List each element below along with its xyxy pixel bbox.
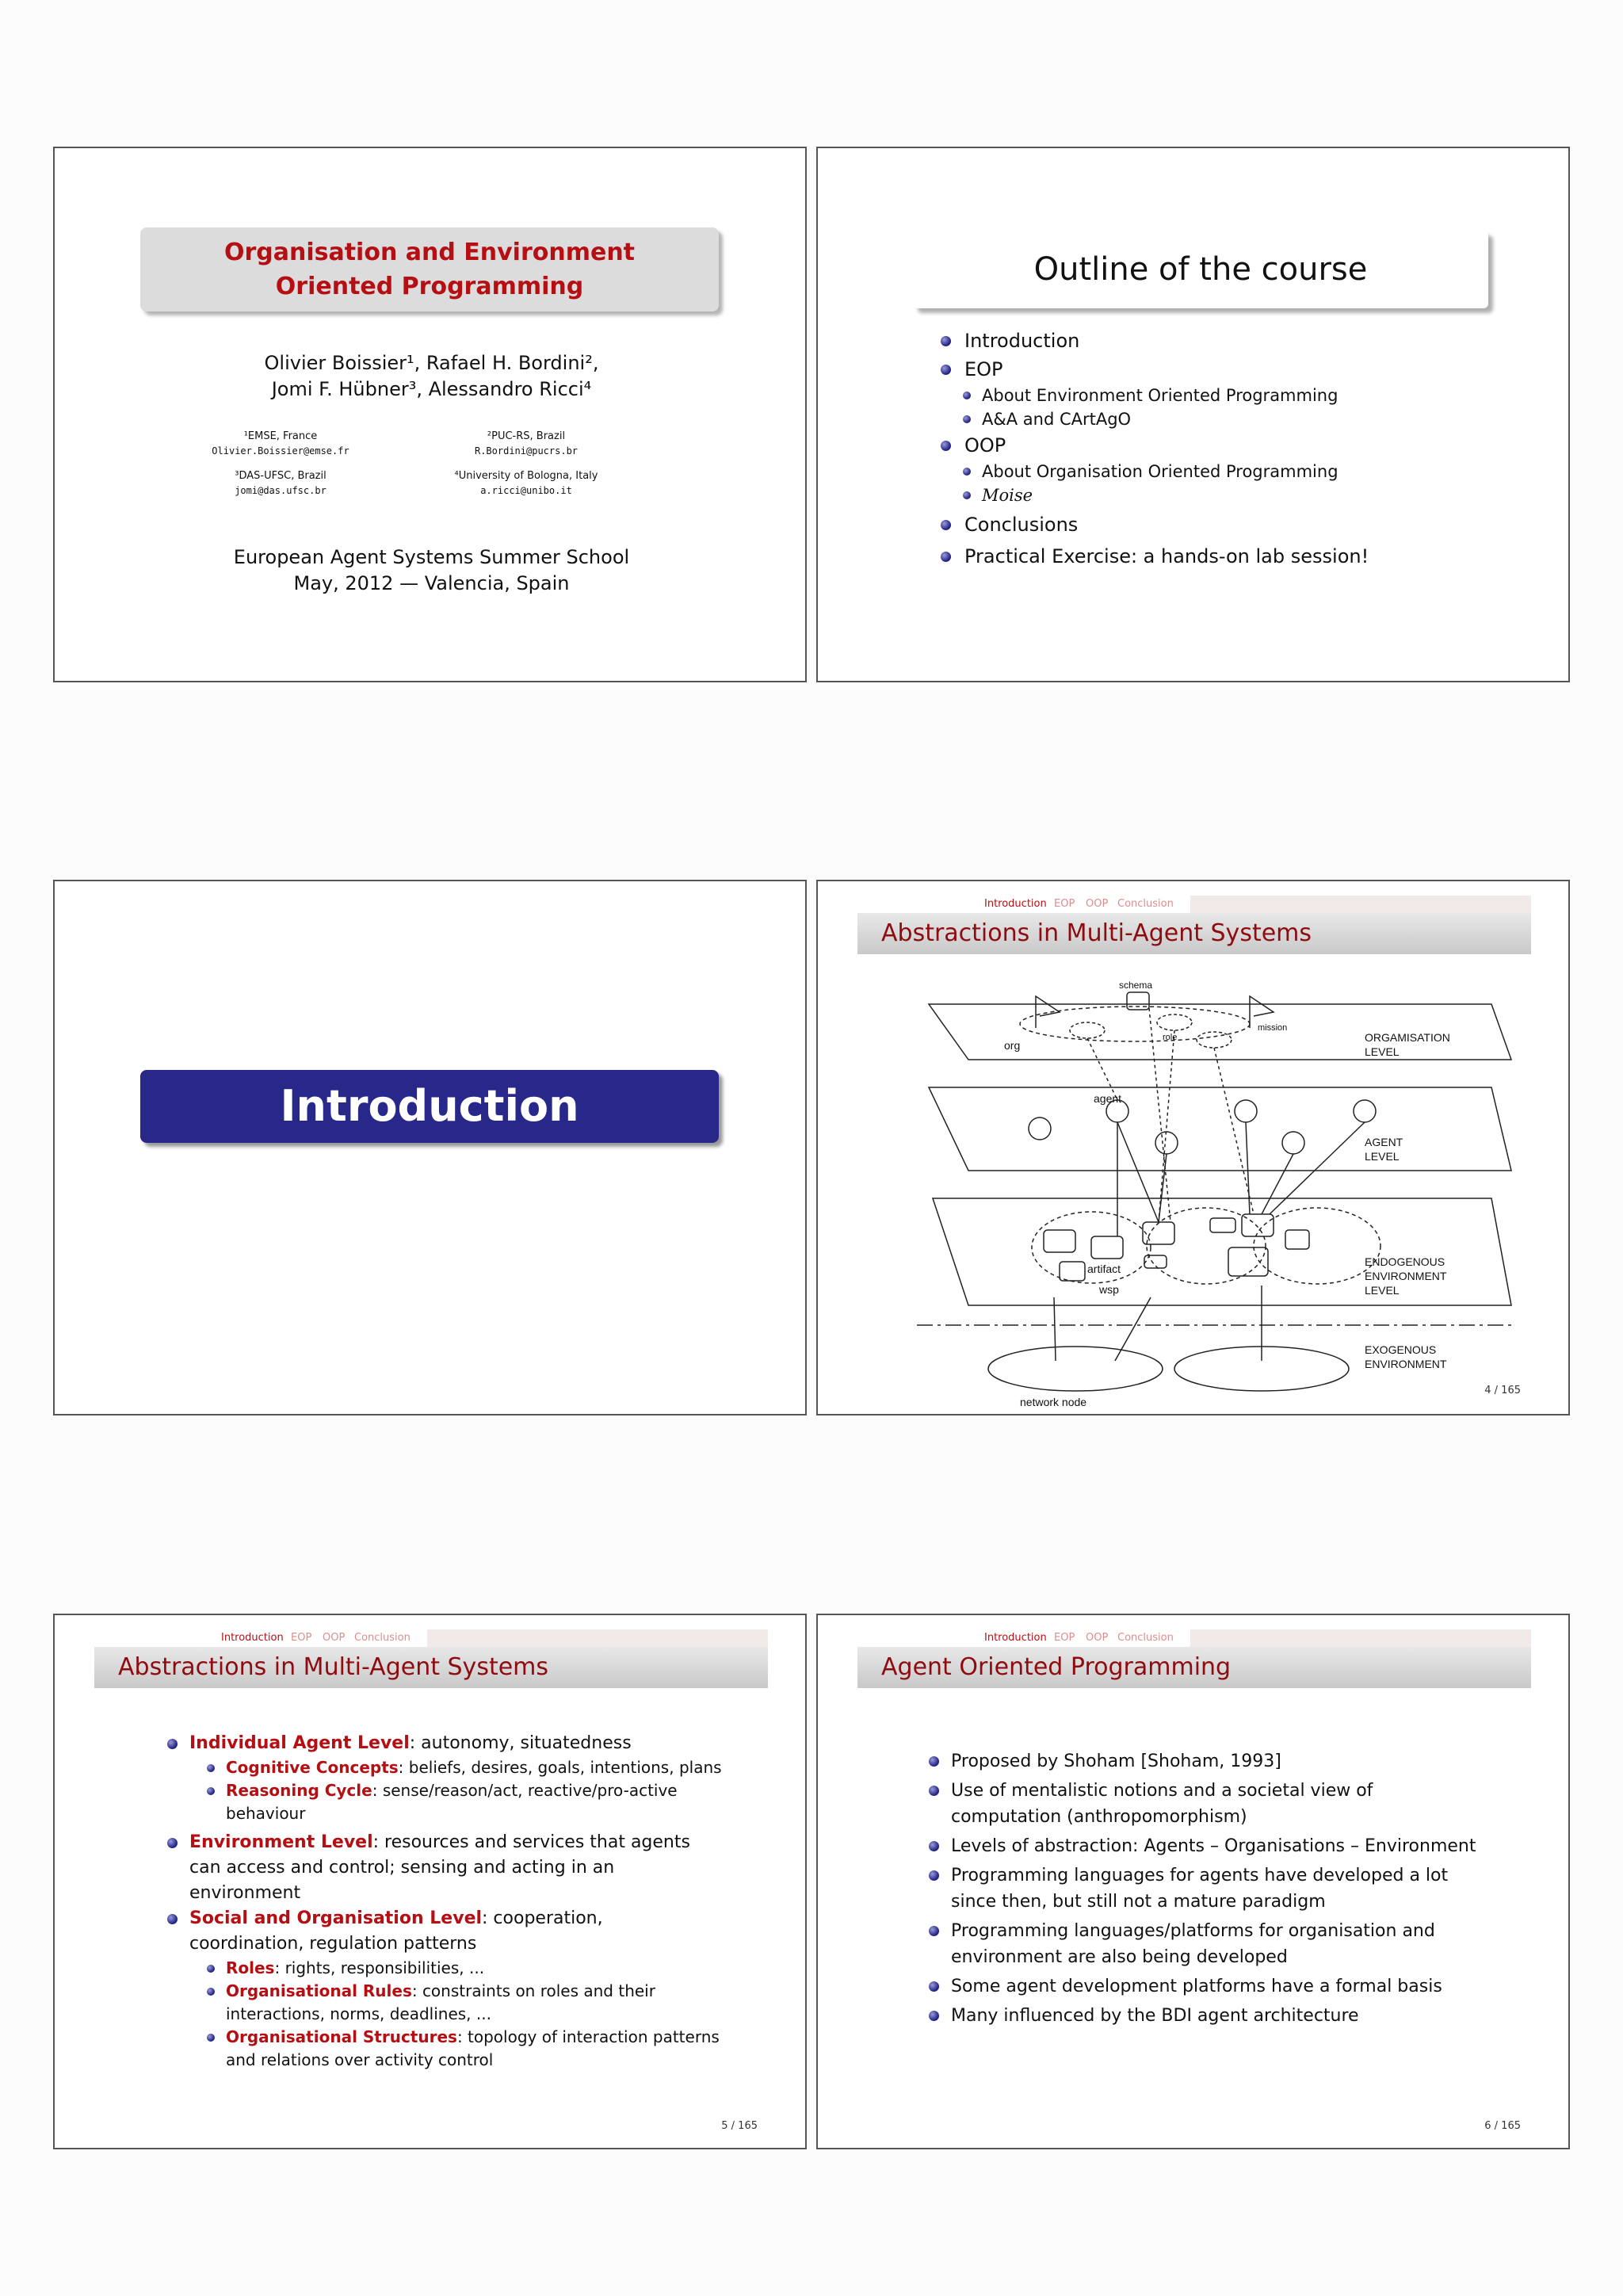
subitem-text: : constraints on roles and their interactions, norms, deadlines, ... — [226, 1981, 655, 2023]
affiliation-name: ¹EMSE, France — [243, 430, 318, 442]
affiliation-email: a.ricci@unibo.it — [480, 485, 572, 496]
list-item — [929, 1778, 1484, 1830]
bullet-icon — [207, 1988, 215, 1996]
label-network-node: network node — [1020, 1396, 1087, 1408]
subitem-head: Reasoning Cycle — [226, 1781, 372, 1800]
outline-item — [941, 355, 1369, 384]
bullet-icon — [929, 1786, 939, 1796]
bullet-icon — [167, 1838, 178, 1848]
list-subitem — [167, 1756, 722, 1779]
label-endo-1: ENDOGENOUS — [1365, 1255, 1445, 1268]
nav-introduction[interactable]: Introduction — [984, 1632, 1047, 1644]
slide-header — [94, 1647, 768, 1688]
slide-abstractions-diagram — [816, 880, 1570, 1415]
list-item — [929, 1973, 1484, 2000]
list-item — [929, 1918, 1484, 1970]
nav-oop[interactable]: OOP — [1086, 898, 1109, 910]
item-text: Many influenced by the BDI agent architecture — [951, 2006, 1359, 2026]
presentation-title-line1: Organisation and Environment — [223, 239, 636, 266]
event-line2: May, 2012 — Valencia, Spain — [293, 572, 570, 594]
list-subitem — [167, 2026, 722, 2072]
label-agent-level-2: LEVEL — [1365, 1150, 1400, 1163]
label-endo-2: ENVIRONMENT — [1365, 1270, 1447, 1282]
label-artifact: artifact — [1087, 1263, 1121, 1275]
bullet-icon — [207, 1787, 215, 1795]
list-item — [167, 1906, 722, 1957]
label-org-level-2: LEVEL — [1365, 1045, 1400, 1058]
authors-line1: Olivier Boissier¹, Rafael H. Bordini², — [264, 352, 599, 374]
subitem-head: Organisational Structures — [226, 2027, 457, 2046]
label-role: role — [1163, 1033, 1178, 1042]
affiliation-1 — [185, 430, 376, 458]
event-info — [55, 544, 807, 597]
slide-header — [857, 1647, 1531, 1688]
label-exo-1: EXOGENOUS — [1365, 1343, 1437, 1356]
outline-item-label: Conclusions — [964, 514, 1079, 536]
affiliation-3 — [185, 469, 376, 498]
item-text: Use of mentalistic notions and a societal view of computation (anthropomorphism) — [951, 1781, 1373, 1827]
content-list — [929, 1748, 1484, 2029]
affiliation-4 — [431, 469, 621, 498]
item-head: Social and Organisation Level — [189, 1908, 483, 1928]
page-number: 6 / 165 — [1484, 2120, 1521, 2132]
subitem-text: : topology of interaction patterns and relations over activity control — [226, 2027, 720, 2069]
item-text: : autonomy, situatedness — [409, 1733, 632, 1753]
label-agent: agent — [1094, 1092, 1122, 1105]
item-text: : resources and services that agents can access and control; sensing and acting in an environment — [189, 1832, 690, 1903]
slide-title — [53, 147, 807, 682]
agent-plane — [929, 1087, 1511, 1171]
slide-abstractions-text — [53, 1614, 807, 2149]
link-line — [1115, 1297, 1151, 1361]
nav-eop[interactable]: EOP — [291, 1632, 312, 1644]
nav-oop[interactable]: OOP — [323, 1632, 346, 1644]
outline-item — [941, 327, 1369, 355]
presentation-title-line2: Oriented Programming — [275, 273, 584, 300]
nav-oop[interactable]: OOP — [1086, 1632, 1109, 1644]
outline-subitem — [941, 460, 1369, 483]
label-org-level-1: ORGAMISATION — [1365, 1031, 1450, 1044]
bullet-icon — [207, 2034, 215, 2042]
presentation-title-box — [140, 227, 719, 311]
bullet-icon — [963, 468, 971, 476]
subitem-text: : beliefs, desires, goals, intentions, plans — [398, 1758, 722, 1777]
affiliation-2 — [431, 430, 621, 458]
outline-item — [941, 510, 1369, 539]
affiliation-name: ⁴University of Bologna, Italy — [454, 470, 598, 482]
nav-eop[interactable]: EOP — [1054, 898, 1075, 910]
nav-bar — [94, 1629, 768, 1647]
outline-subitem-label: A&A and CArtAgO — [982, 410, 1132, 429]
bullet-icon — [929, 1981, 939, 1992]
outline-subitem-label: Moise — [982, 486, 1033, 505]
subitem-head: Organisational Rules — [226, 1981, 412, 2000]
label-wsp: wsp — [1099, 1283, 1119, 1296]
list-item — [929, 2003, 1484, 2029]
label-agent-level-1: AGENT — [1365, 1136, 1403, 1148]
outline-subitem — [941, 384, 1369, 407]
label-exo-2: ENVIRONMENT — [1365, 1358, 1447, 1370]
bullet-icon — [929, 1870, 939, 1881]
bullet-icon — [941, 365, 951, 375]
outline-title: Outline of the course — [1033, 251, 1368, 288]
bullet-icon — [167, 1739, 178, 1749]
section-title: Introduction — [140, 1070, 719, 1143]
slide-title: Agent Oriented Programming — [881, 1653, 1232, 1681]
item-text: Some agent development platforms have a formal basis — [951, 1977, 1442, 1996]
environment-plane — [933, 1198, 1511, 1305]
outline-item-label: Introduction — [964, 330, 1080, 352]
outline-subitem — [941, 483, 1369, 507]
list-subitem — [167, 1980, 722, 2026]
content-list — [167, 1731, 722, 2072]
nav-conclusion[interactable]: Conclusion — [354, 1632, 411, 1644]
nav-eop[interactable]: EOP — [1054, 1632, 1075, 1644]
outline-item-label: Practical Exercise: a hands-on lab session! — [964, 545, 1369, 567]
list-item — [929, 1748, 1484, 1775]
item-head: Environment Level — [189, 1832, 373, 1852]
outline-item-label: OOP — [964, 434, 1006, 457]
nav-conclusion[interactable]: Conclusion — [1117, 1632, 1174, 1644]
bullet-icon — [929, 1926, 939, 1936]
list-item — [929, 1833, 1484, 1859]
bullet-icon — [963, 415, 971, 423]
bullet-icon — [167, 1914, 178, 1924]
page-number: 5 / 165 — [721, 2120, 758, 2132]
authors — [55, 350, 807, 403]
slide-section-introduction — [53, 880, 807, 1415]
list-item — [929, 1862, 1484, 1915]
authors-line2: Jomi F. Hübner³, Alessandro Ricci⁴ — [271, 378, 592, 400]
bullet-icon — [963, 392, 971, 399]
network-node-ellipse — [988, 1347, 1163, 1391]
item-head: Individual Agent Level — [189, 1733, 410, 1753]
item-text: Programming languages/platforms for organisation and environment are also being developed — [951, 1921, 1435, 1967]
page-number: 4 / 165 — [1484, 1385, 1521, 1396]
label-mission: mission — [1258, 1023, 1288, 1033]
bullet-icon — [929, 1841, 939, 1851]
outline-subitem-label: About Environment Oriented Programming — [982, 386, 1338, 405]
affiliation-name: ²PUC-RS, Brazil — [487, 430, 566, 442]
bullet-icon — [941, 441, 951, 451]
bullet-icon — [207, 1965, 215, 1973]
list-subitem — [167, 1779, 722, 1825]
label-org: org — [1004, 1039, 1021, 1052]
bullet-icon — [941, 520, 951, 530]
affiliation-email: R.Bordini@pucrs.br — [474, 445, 579, 457]
outline-item — [941, 542, 1369, 571]
item-text: Levels of abstraction: Agents – Organisations – Environment — [951, 1836, 1476, 1856]
nav-introduction[interactable]: Introduction — [221, 1632, 284, 1644]
slide-agent-oriented-programming — [816, 1614, 1570, 2149]
subitem-head: Cognitive Concepts — [226, 1758, 399, 1777]
item-text: Programming languages for agents have developed a lot since then, but still not a mature paradigm — [951, 1866, 1449, 1912]
subitem-text: : sense/reason/act, reactive/pro-active behaviour — [226, 1781, 678, 1823]
bullet-icon — [941, 552, 951, 562]
list-item — [167, 1731, 722, 1756]
slide-outline — [816, 147, 1570, 682]
outline-list — [941, 327, 1369, 571]
outline-subitem-label: About Organisation Oriented Programming — [982, 462, 1338, 481]
affiliation-email: jomi@das.ufsc.br — [235, 485, 327, 496]
label-schema: schema — [1119, 980, 1153, 991]
bullet-icon — [929, 2011, 939, 2021]
slide-title: Abstractions in Multi-Agent Systems — [118, 1653, 549, 1681]
subitem-text: : rights, responsibilities, ... — [274, 1958, 485, 1977]
nav-introduction[interactable]: Introduction — [984, 898, 1047, 910]
item-text: Proposed by Shoham [Shoham, 1993] — [951, 1752, 1281, 1771]
outline-title-box — [913, 231, 1488, 308]
mas-layers-diagram — [818, 881, 1570, 1415]
bullet-icon — [929, 1756, 939, 1767]
affiliation-name: ³DAS-UFSC, Brazil — [235, 470, 327, 482]
nav-conclusion[interactable]: Conclusion — [1117, 898, 1174, 910]
bullet-icon — [963, 491, 971, 499]
list-item — [167, 1830, 722, 1906]
bullet-icon — [941, 336, 951, 346]
outline-subitem — [941, 407, 1369, 431]
item-text: : cooperation, coordination, regulation patterns — [189, 1908, 603, 1954]
nav-bar — [857, 1629, 1531, 1647]
outline-item — [941, 431, 1369, 460]
slide-title: Abstractions in Multi-Agent Systems — [881, 919, 1312, 947]
label-endo-3: LEVEL — [1365, 1284, 1400, 1297]
list-subitem — [167, 1957, 722, 1980]
bullet-icon — [207, 1764, 215, 1772]
subitem-head: Roles — [226, 1958, 275, 1977]
affiliation-email: Olivier.Boissier@emse.fr — [212, 445, 349, 457]
outline-item-label: EOP — [964, 358, 1003, 380]
event-line1: European Agent Systems Summer School — [233, 546, 630, 568]
